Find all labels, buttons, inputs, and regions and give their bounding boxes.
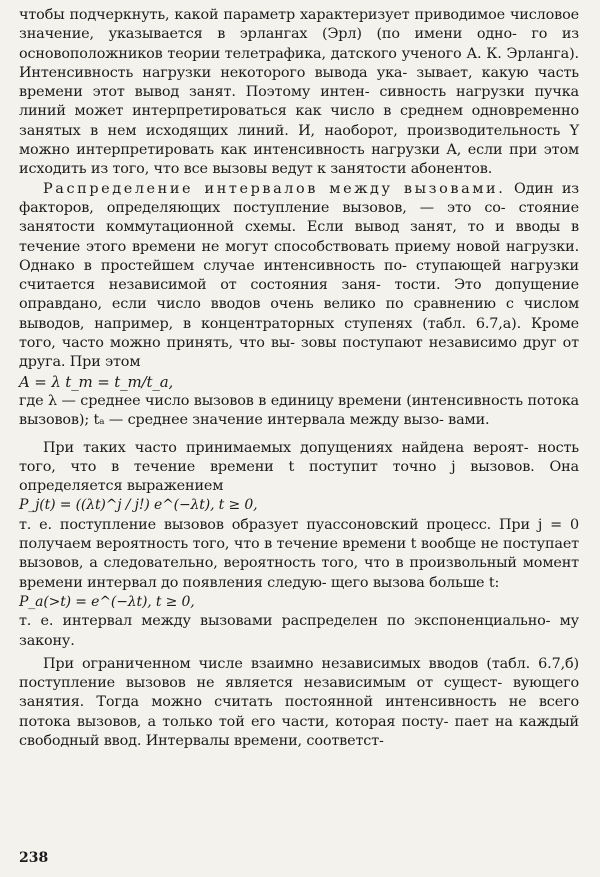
text-line: сивность нагрузки пучка линий может интерпретироваться как: [19, 84, 579, 120]
paragraph-limited-inputs: [19, 655, 579, 751]
paragraph-poisson-process: [19, 516, 579, 593]
paragraph-where: [19, 392, 579, 431]
text-line: стояние занятости коммутационной схемы. Если вывод занят, то: [19, 199, 579, 236]
text-line: и вводы в течение этого времени не могут способствовать приему: [19, 219, 579, 255]
section-heading: Распределение интервалов между вызовами.: [43, 180, 506, 197]
text-line: тости. Это допущение оправдано, если число вводов очень велико: [19, 277, 579, 313]
page-number: 238: [19, 850, 49, 866]
text-line: интенсивность нагрузки A, если при этом исходить из того, что все: [19, 142, 579, 178]
text-line: определяется выражением: [19, 478, 224, 495]
text-line: вами.: [448, 412, 490, 429]
text-line: пает на каждый свободный ввод. Интервалы времени, соответст-: [19, 713, 579, 749]
text-line: в произвольный момент времени интервал до появления следую-: [19, 555, 579, 591]
text-line: Один из факторов, определяющих поступление вызовов, — это со-: [19, 180, 579, 216]
text-line: зовы поступают независимо друг от друга. При этом: [19, 335, 579, 371]
text-line: ступающей нагрузки считается независимой от состояния заня-: [19, 257, 579, 294]
text-line: А. К. Эрланга). Интенсивность нагрузки некоторого вывода ука-: [19, 45, 579, 81]
text-line: не всего потока вызовов, а только той его части, которая посту-: [19, 694, 579, 730]
text-line: где λ — среднее число вызовов в единицу времени (интенсивность: [19, 392, 523, 409]
text-line: му закону.: [19, 613, 579, 649]
text-line: И, наоборот, производительность Y можно интерпретировать как: [19, 122, 579, 159]
paragraph-interval-distribution: [19, 180, 579, 373]
text-line: го из основоположников теории телетрафика, датского ученого: [19, 26, 579, 62]
text-line: ность того, что в течение времени t поступит точно j вызовов. Она: [19, 439, 579, 475]
text-line: т. е. поступление вызовов образует пуассоновский процесс. При: [19, 516, 530, 533]
text-line: чтобы подчеркнуть, какой параметр характеризует приводимое: [19, 7, 505, 23]
text-line: вызовы ведут к занятости абонентов.: [212, 161, 493, 178]
text-line: потока вызовов); tₐ — среднее значение интервала между вызо-: [19, 392, 579, 429]
text-line: новой нагрузки. Однако в простейшем случае интенсивность по-: [19, 238, 579, 274]
text-line: число в среднем одновременно занятых в нем исходящих линий.: [19, 103, 579, 139]
text-line: зывает, какую часть времени этот вывод занят. Поэтому интен-: [19, 64, 579, 101]
text-line: ступенях (табл. 6.7,а). Кроме того, часто можно принять, что вы-: [19, 315, 579, 352]
text-line: не поступает вызовов, а следовательно, вероятность того, что: [19, 536, 579, 572]
text-line: 6.7,б) поступление вызовов не является независимым от сущест-: [19, 655, 579, 692]
text-line: щего вызова больше t:: [330, 574, 500, 591]
formula-exponential: P_a(>t) = e^(−λt), t ≥ 0,: [19, 593, 195, 610]
text-line: При таких часто принимаемых допущениях найдена вероят-: [43, 439, 529, 456]
text-line: вующего занятия. Тогда можно считать постоянной интенсивность: [19, 675, 579, 711]
text-line: При ограниченном числе взаимно независимых вводов (табл.: [43, 655, 530, 672]
body-text: [19, 6, 579, 751]
paragraph-probability: [19, 439, 579, 497]
text-line: по сравнению с числом выводов, например, в концентраторных: [19, 296, 579, 332]
text-line: j = 0 получаем вероятность того, что в течение времени t вообще: [19, 516, 579, 553]
formula-load-intensity: A = λ t_m = t_m/t_a,: [19, 372, 174, 391]
formula-poisson: P_j(t) = ((λt)^j / j!) e^(−λt), t ≥ 0,: [19, 497, 258, 514]
text-line: т. е. интервал между вызовами распределен по экспоненциально-: [19, 613, 551, 630]
paragraph-erlang-definition: [19, 6, 579, 180]
paragraph-exponential-law: [19, 612, 579, 651]
text-line: числовое значение, указывается в эрлангах (Эрл) (по имени одно-: [19, 7, 579, 43]
